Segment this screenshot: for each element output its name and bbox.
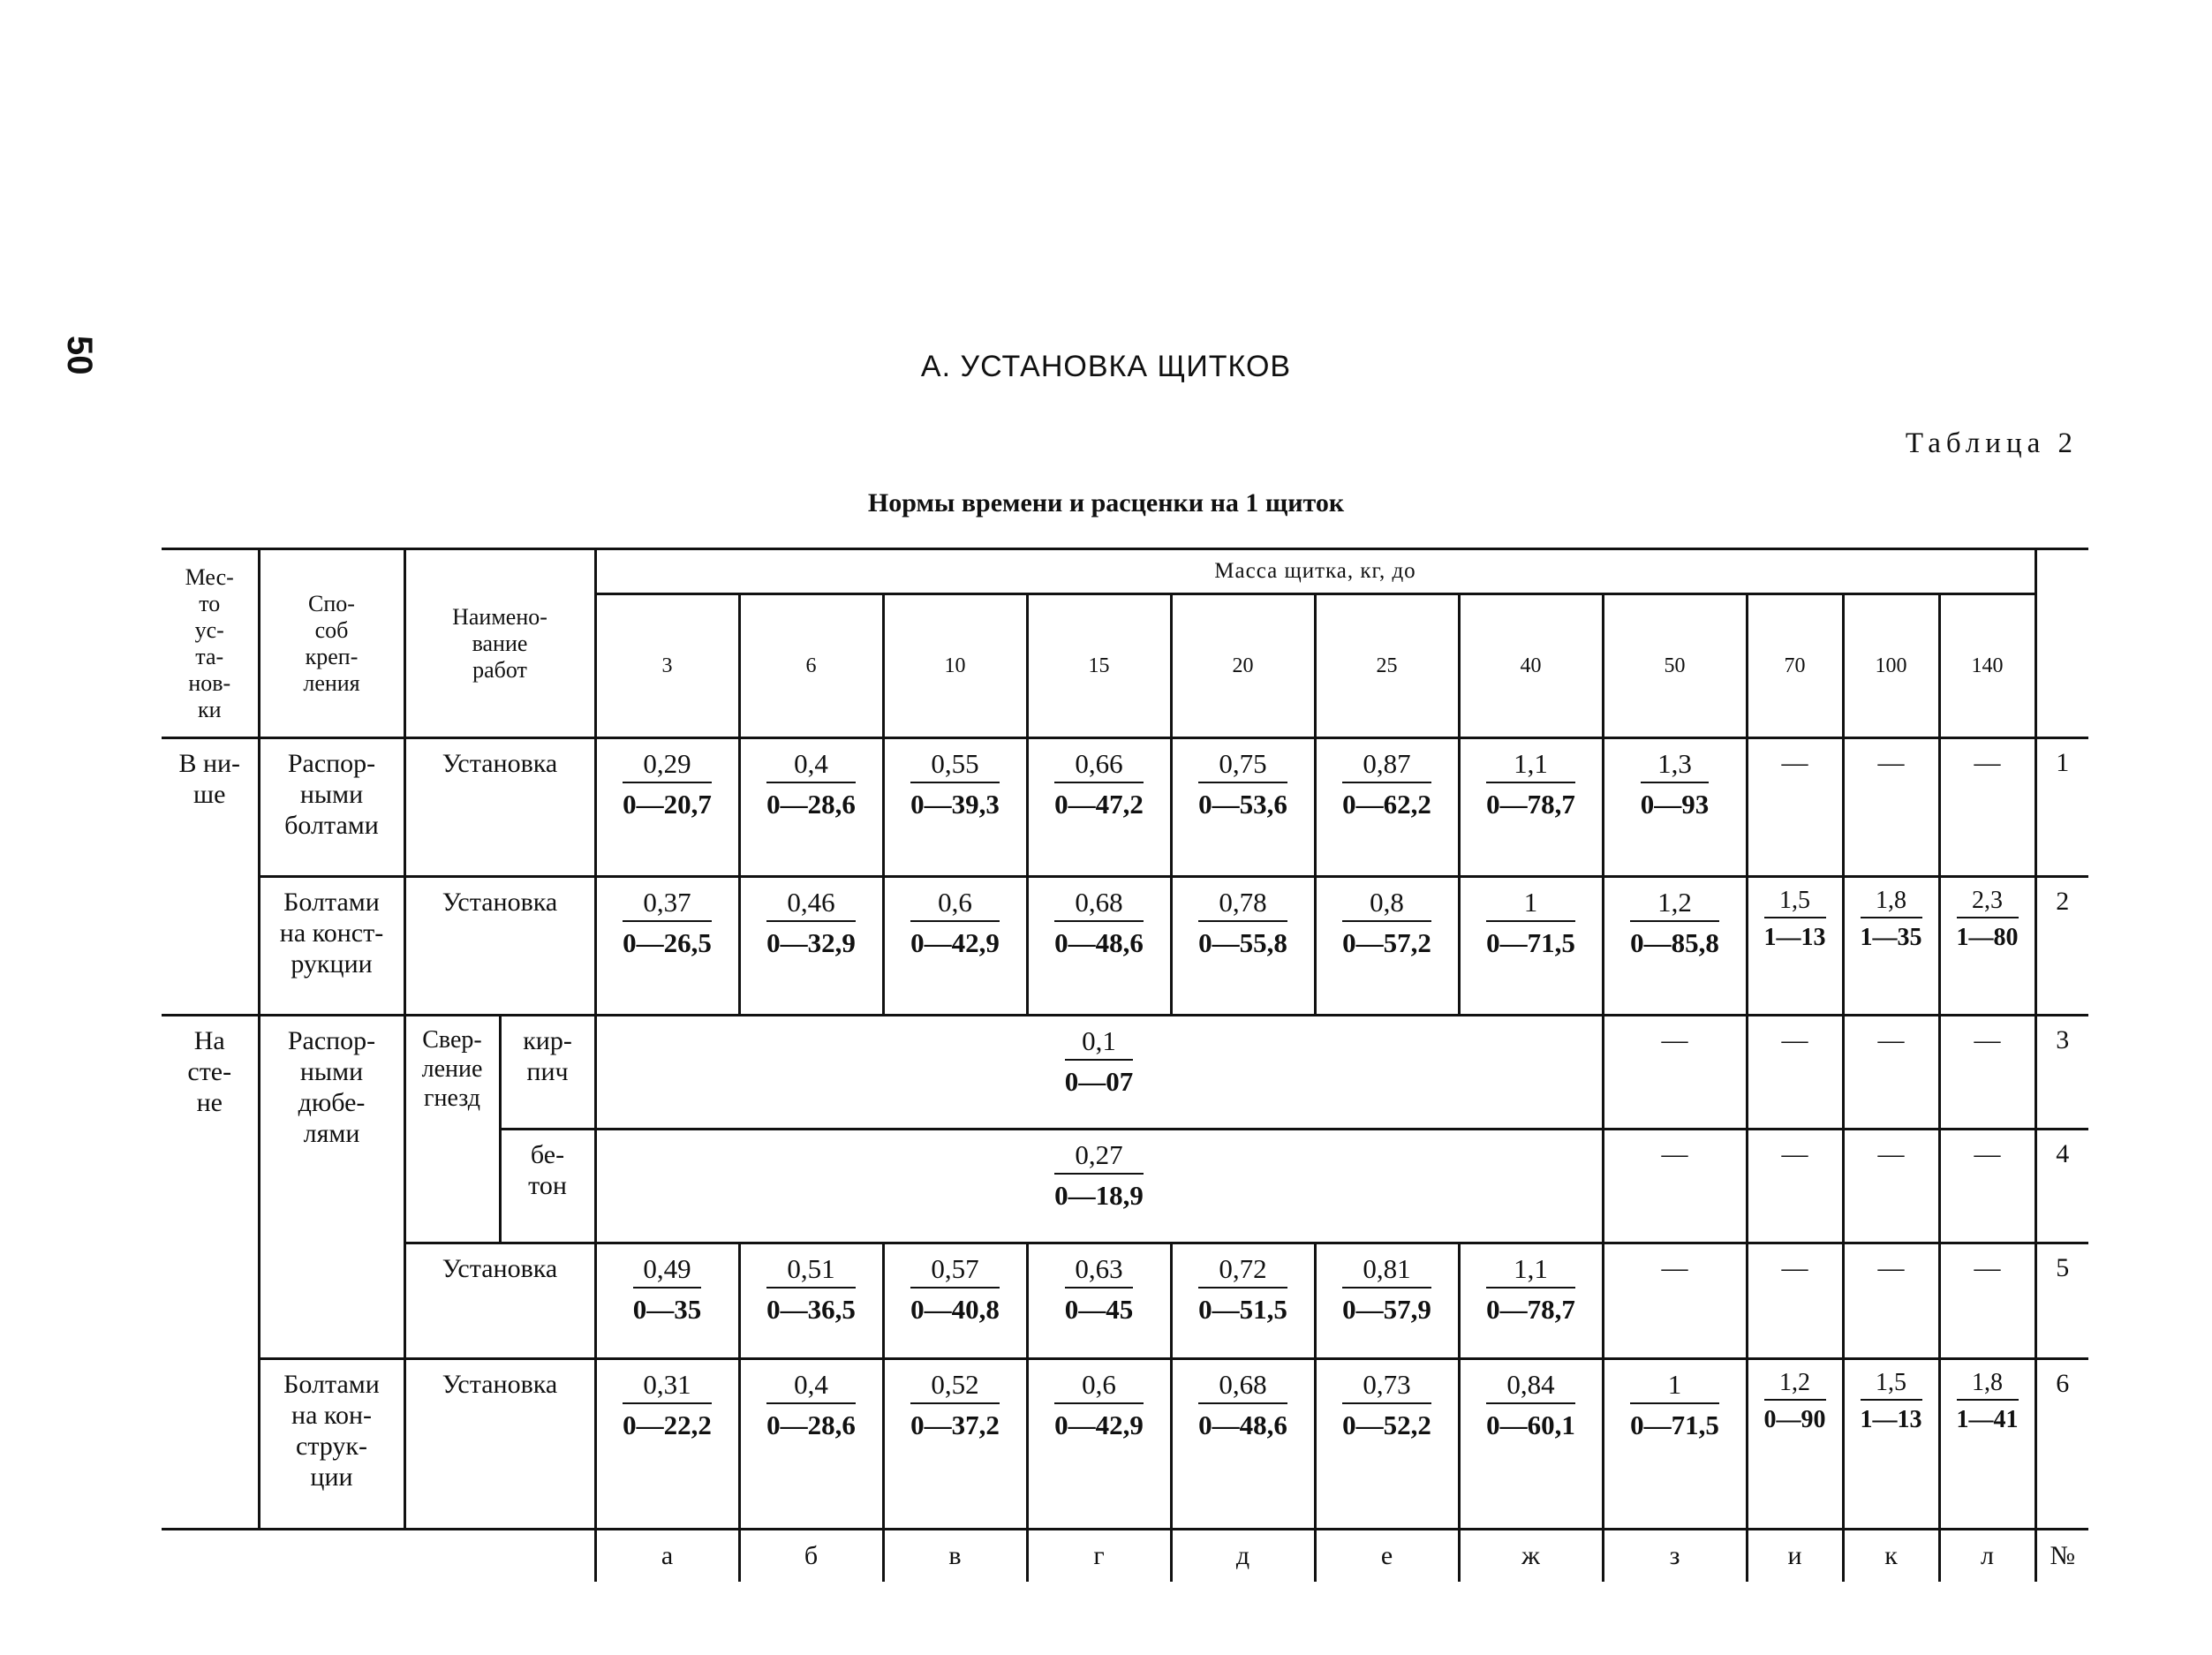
section-title: А. УСТАНОВКА ЩИТКОВ	[920, 350, 1292, 383]
value-cell	[883, 877, 1027, 1016]
method-spacer-dowels: Распор- ными дюбе- лями	[259, 1016, 404, 1359]
header-place: Мес- то ус- та- нов- ки	[162, 549, 259, 738]
norm-time: 0,8	[1342, 887, 1431, 922]
value-cell	[1747, 1359, 1843, 1530]
table-caption: Нормы времени и расценки на 1 щиток	[867, 488, 1345, 518]
dash-cell: —	[1939, 1130, 2035, 1243]
merged-value-cell	[595, 1016, 1603, 1130]
dash-cell: —	[1843, 1016, 1939, 1130]
value-cell	[1171, 877, 1315, 1016]
work-install: Установка	[404, 877, 595, 1016]
row-number: 2	[2035, 877, 2088, 1016]
value-cell	[1171, 1243, 1315, 1359]
method-bolts-structure: Болтами на конст- рукции	[259, 877, 404, 1016]
value-cell	[1027, 877, 1171, 1016]
method-bolts-structure: Болтами на кон- струк- ции	[259, 1359, 404, 1530]
norm-time: 0,75	[1198, 748, 1287, 783]
rate: 0—39,3	[910, 788, 1000, 820]
norm-time: 0,73	[1342, 1369, 1431, 1404]
rate: 0—57,9	[1342, 1293, 1431, 1325]
dash-cell: —	[1747, 1243, 1843, 1359]
norm-time: 0,49	[633, 1253, 702, 1288]
norm-time: 0,4	[766, 1369, 856, 1404]
value-cell	[595, 1243, 739, 1359]
rate: 1—13	[1763, 924, 1826, 952]
dash-cell: —	[1843, 738, 1939, 877]
rate: 0—78,7	[1486, 788, 1575, 820]
norm-time: 1,8	[1861, 887, 1922, 918]
norm-time: 0,1	[1065, 1025, 1134, 1061]
norm-time: 1,1	[1486, 748, 1575, 783]
row-number: 1	[2035, 738, 2088, 877]
column-letter: б	[739, 1530, 883, 1583]
rate: 0—60,1	[1486, 1409, 1575, 1440]
value-cell	[1459, 1359, 1603, 1530]
letters-spacer	[500, 1530, 595, 1583]
rate: 0—40,8	[910, 1293, 1000, 1325]
rate: 0—71,5	[1630, 1409, 1719, 1440]
group-niche: В ни- ше	[162, 738, 259, 1016]
value-cell	[739, 1243, 883, 1359]
header-mass: Масса щитка, кг, до	[595, 549, 2035, 594]
norm-time: 0,31	[623, 1369, 712, 1404]
weight-col-15: 15	[1027, 594, 1171, 738]
norm-time: 0,66	[1054, 748, 1144, 783]
norm-time: 0,4	[766, 748, 856, 783]
rate: 0—47,2	[1054, 788, 1144, 820]
merged-value-cell	[595, 1130, 1603, 1243]
row-number: 3	[2035, 1016, 2088, 1130]
header-work: Наимено- вание работ	[404, 549, 595, 738]
dash-cell: —	[1603, 1243, 1747, 1359]
norm-time: 0,63	[1065, 1253, 1134, 1288]
value-cell	[1027, 738, 1171, 877]
value-cell	[1603, 1359, 1747, 1530]
rate: 1—80	[1956, 924, 2019, 952]
header-number-blank	[2035, 549, 2088, 738]
weight-col-50: 50	[1603, 594, 1747, 738]
rate: 0—57,2	[1342, 926, 1431, 958]
norm-time: 1,3	[1641, 748, 1710, 783]
value-cell	[1315, 738, 1459, 877]
column-letter: г	[1027, 1530, 1171, 1583]
weight-col-25: 25	[1315, 594, 1459, 738]
value-cell	[1315, 1359, 1459, 1530]
value-cell	[1603, 877, 1747, 1016]
value-cell	[1459, 738, 1603, 877]
dash-cell: —	[1603, 1130, 1747, 1243]
dash-cell: —	[1747, 738, 1843, 877]
column-letter: л	[1939, 1530, 2035, 1583]
value-cell	[1603, 738, 1747, 877]
value-cell	[1171, 738, 1315, 877]
work-install: Установка	[404, 1359, 595, 1530]
rate: 0—07	[1064, 1065, 1134, 1097]
rate: 0—48,6	[1198, 1409, 1287, 1440]
rate: 0—28,6	[766, 788, 856, 820]
value-cell	[1843, 877, 1939, 1016]
row-number: 6	[2035, 1359, 2088, 1530]
value-cell	[595, 1359, 739, 1530]
norm-time: 0,72	[1198, 1253, 1287, 1288]
column-letter: д	[1171, 1530, 1315, 1583]
rate: 0—28,6	[766, 1409, 856, 1440]
norm-time: 0,81	[1342, 1253, 1431, 1288]
rate: 0—42,9	[910, 926, 1000, 958]
letters-spacer	[162, 1530, 259, 1583]
norm-time: 1,1	[1486, 1253, 1575, 1288]
value-cell	[1747, 877, 1843, 1016]
dash-cell: —	[1939, 738, 2035, 877]
rate: 1—41	[1956, 1406, 2019, 1434]
weight-col-100: 100	[1843, 594, 1939, 738]
rate: 0—42,9	[1054, 1409, 1144, 1440]
method-spacer-bolts: Распор- ными болтами	[259, 738, 404, 877]
rate: 0—71,5	[1486, 926, 1575, 958]
row-number: 4	[2035, 1130, 2088, 1243]
norm-time: 0,78	[1198, 887, 1287, 922]
column-letter: и	[1747, 1530, 1843, 1583]
material-concrete: бе- тон	[500, 1130, 595, 1243]
norm-time: 0,51	[766, 1253, 856, 1288]
value-cell	[1843, 1359, 1939, 1530]
norm-time: 0,68	[1054, 887, 1144, 922]
value-cell	[1315, 877, 1459, 1016]
rate: 0—48,6	[1054, 926, 1144, 958]
rate: 0—85,8	[1630, 926, 1719, 958]
header-method: Спо- соб креп- ления	[259, 549, 404, 738]
norms-table	[162, 548, 2088, 1582]
column-letter: а	[595, 1530, 739, 1583]
material-brick: кир- пич	[500, 1016, 595, 1130]
rate: 0—36,5	[766, 1293, 856, 1325]
rate: 0—35	[632, 1293, 702, 1325]
norm-time: 2,3	[1957, 887, 2019, 918]
value-cell	[883, 1243, 1027, 1359]
norm-time: 1,5	[1861, 1369, 1922, 1401]
value-cell	[739, 877, 883, 1016]
rate: 0—78,7	[1486, 1293, 1575, 1325]
column-letter: е	[1315, 1530, 1459, 1583]
norm-time: 1,5	[1764, 887, 1826, 918]
norm-time: 0,87	[1342, 748, 1431, 783]
norm-time: 1,8	[1957, 1369, 2019, 1401]
rate: 0—55,8	[1198, 926, 1287, 958]
value-cell	[1939, 877, 2035, 1016]
weight-col-140: 140	[1939, 594, 2035, 738]
weight-col-6: 6	[739, 594, 883, 738]
dash-cell: —	[1747, 1016, 1843, 1130]
rate: 0—53,6	[1198, 788, 1287, 820]
rate: 0—90	[1763, 1406, 1826, 1434]
weight-col-40: 40	[1459, 594, 1603, 738]
norm-time: 0,6	[1054, 1369, 1144, 1404]
norm-time: 0,68	[1198, 1369, 1287, 1404]
rate: 0—62,2	[1342, 788, 1431, 820]
value-cell	[883, 738, 1027, 877]
value-cell	[595, 877, 739, 1016]
column-letter: з	[1603, 1530, 1747, 1583]
value-cell	[1315, 1243, 1459, 1359]
column-letter: в	[883, 1530, 1027, 1583]
value-cell	[1171, 1359, 1315, 1530]
rate: 1—35	[1860, 924, 1922, 952]
column-letter: к	[1843, 1530, 1939, 1583]
value-cell	[1459, 877, 1603, 1016]
rate: 0—26,5	[623, 926, 712, 958]
column-letter: ж	[1459, 1530, 1603, 1583]
weight-col-70: 70	[1747, 594, 1843, 738]
letters-spacer	[404, 1530, 500, 1583]
value-cell	[739, 1359, 883, 1530]
value-cell	[595, 738, 739, 877]
value-cell	[739, 738, 883, 877]
dash-cell: —	[1843, 1130, 1939, 1243]
rate: 0—52,2	[1342, 1409, 1431, 1440]
norm-time: 0,27	[1054, 1139, 1144, 1175]
rate: 0—93	[1640, 788, 1710, 820]
dash-cell: —	[1939, 1016, 2035, 1130]
number-sign: №	[2035, 1530, 2088, 1583]
rate: 0—51,5	[1198, 1293, 1287, 1325]
dash-cell: —	[1603, 1016, 1747, 1130]
norm-time: 0,46	[766, 887, 856, 922]
weight-col-3: 3	[595, 594, 739, 738]
page-number: 50	[60, 336, 99, 375]
work-drilling: Свер- ление гнезд	[404, 1016, 500, 1243]
dash-cell: —	[1939, 1243, 2035, 1359]
norm-time: 0,57	[910, 1253, 1000, 1288]
value-cell	[1027, 1359, 1171, 1530]
rate: 0—37,2	[910, 1409, 1000, 1440]
work-install: Установка	[404, 738, 595, 877]
rate: 0—32,9	[766, 926, 856, 958]
dash-cell: —	[1843, 1243, 1939, 1359]
value-cell	[1939, 1359, 2035, 1530]
letters-spacer	[259, 1530, 404, 1583]
rate: 0—45	[1064, 1293, 1134, 1325]
norm-time: 1,2	[1764, 1369, 1826, 1401]
value-cell	[883, 1359, 1027, 1530]
rate: 0—18,9	[1054, 1179, 1144, 1211]
norm-time: 0,84	[1486, 1369, 1575, 1404]
rate: 0—20,7	[623, 788, 712, 820]
rate: 0—22,2	[623, 1409, 712, 1440]
value-cell	[1027, 1243, 1171, 1359]
norm-time: 0,6	[910, 887, 1000, 922]
weight-col-10: 10	[883, 594, 1027, 738]
dash-cell: —	[1747, 1130, 1843, 1243]
group-wall: На сте- не	[162, 1016, 259, 1530]
table-label: Таблица 2	[1905, 427, 2078, 459]
norm-time: 0,52	[910, 1369, 1000, 1404]
norm-time: 1	[1486, 887, 1575, 922]
norm-time: 0,37	[623, 887, 712, 922]
value-cell	[1459, 1243, 1603, 1359]
row-number: 5	[2035, 1243, 2088, 1359]
norm-time: 0,55	[910, 748, 1000, 783]
norm-time: 1,2	[1630, 887, 1719, 922]
norm-time: 0,29	[623, 748, 712, 783]
rate: 1—13	[1860, 1406, 1922, 1434]
work-install: Установка	[404, 1243, 595, 1359]
weight-col-20: 20	[1171, 594, 1315, 738]
norm-time: 1	[1630, 1369, 1719, 1404]
